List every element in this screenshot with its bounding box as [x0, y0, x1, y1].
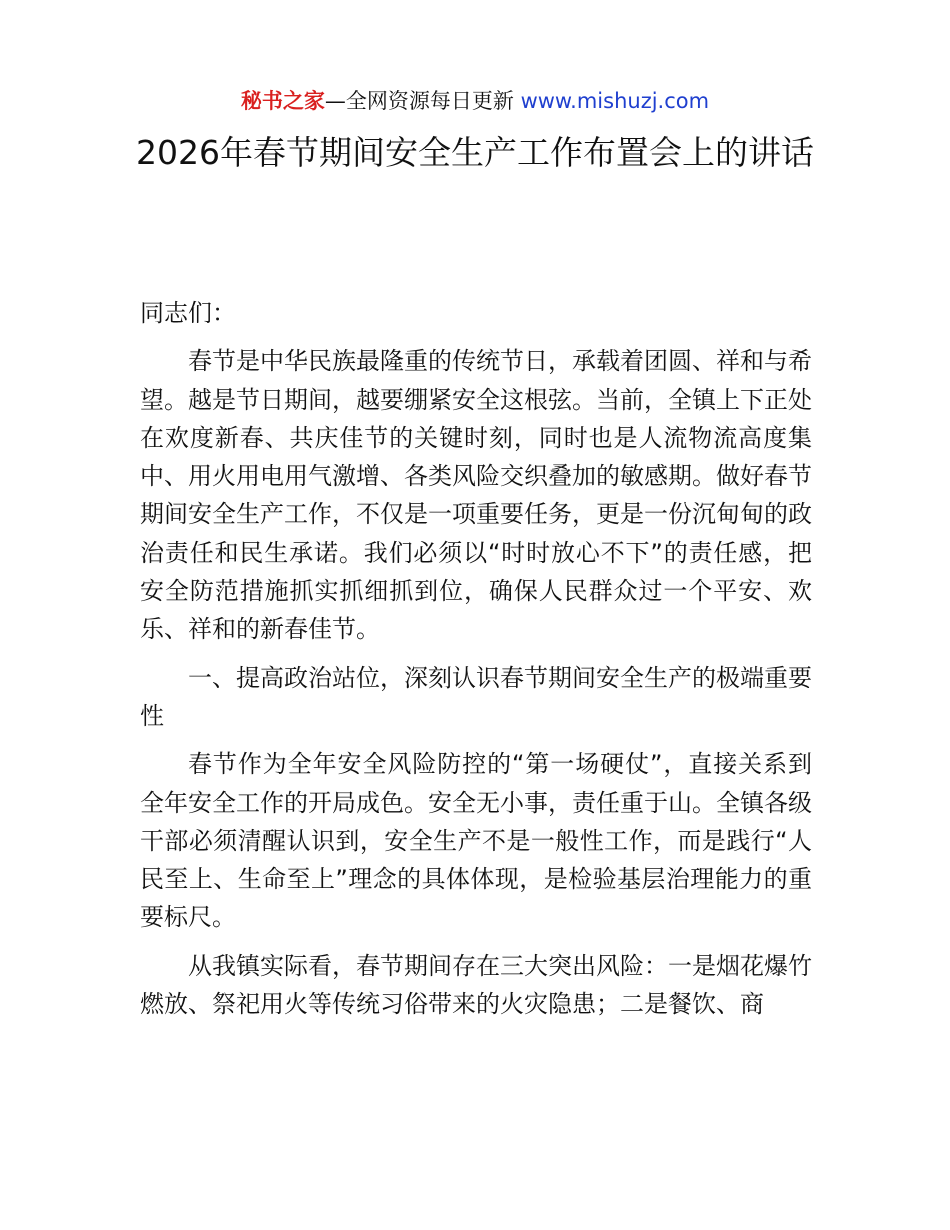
brand-name: 秘书之家	[240, 89, 325, 113]
paragraph-intro: 春节是中华民族最隆重的传统节日，承载着团圆、祥和与希望。越是节日期间，越要绷紧安全这根弦。当前，全镇上下正处在欢度新春、共庆佳节的关键时刻，同时也是人流物流高度集中、用火用电用气激增、各类风险交织叠加的敏感期。做好春节期间安全生产工作，不仅是一项重要任务，更是一份沉甸甸的政治责任和民生承诺。我们必须以“时时放心不下”的责任感，把安全防范措施抓实抓细抓到位，确保人民群众过一个平安、欢乐、祥和的新春佳节。	[140, 347, 812, 644]
document-title: 2026年春节期间安全生产工作布置会上的讲话	[136, 133, 814, 172]
section-heading-1: 一、提高政治站位，深刻认识春节期间安全生产的极端重要性	[140, 663, 812, 730]
header-slogan: —全网资源每日更新	[324, 89, 521, 113]
site-url-link[interactable]: www.mishuzj.com	[520, 89, 710, 113]
paragraph-section-1: 春节作为全年安全风险防控的“第一场硬仗”，直接关系到全年安全工作的开局成色。安全无小事，责任重于山。全镇各级干部必须清醒认识到，安全生产不是一般性工作，而是践行“人民至上、生命至上”理念的具体体现，是检验基层治理能力的重要标尺。	[140, 750, 812, 932]
paragraph-risks: 从我镇实际看，春节期间存在三大突出风险：一是烟花爆竹燃放、祭祀用火等传统习俗带来的火灾隐患；二是餐饮、商	[140, 951, 812, 1019]
salutation: 同志们：	[140, 299, 236, 327]
document-body	[140, 294, 812, 1033]
site-header	[0, 86, 950, 116]
